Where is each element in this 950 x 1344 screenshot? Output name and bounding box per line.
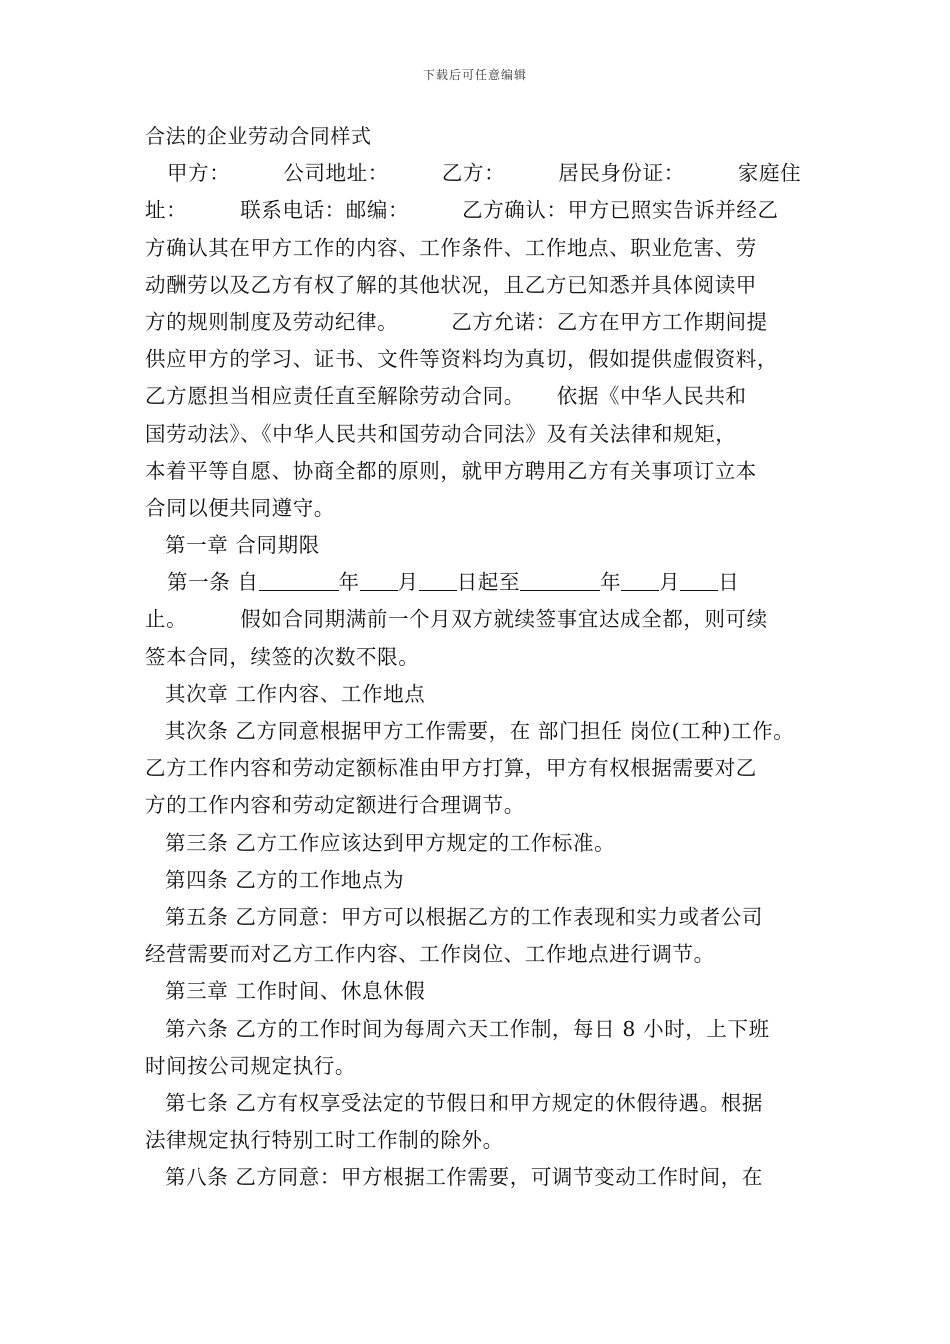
month-label: 月 [659, 570, 681, 595]
article-1-line [145, 564, 815, 601]
paragraph-line: 合同以便共同遵守。 [145, 495, 335, 520]
page-header-note: 下载后可任意编辑 [422, 68, 527, 82]
paragraph-line: 第八条 乙方同意：甲方根据工作需要，可调节变动工作时间，在 [165, 1165, 763, 1190]
paragraph-line: 方确认其在甲方工作的内容、工作条件、工作地点、职业危害、劳 [145, 235, 757, 260]
chapter-heading: 第三章 工作时间、休息休假 [165, 979, 426, 1004]
paragraph-line: 乙方工作内容和劳动定额标准由甲方打算，甲方有权根据需要对乙 [145, 756, 757, 781]
blank-underline [259, 568, 339, 591]
paragraph-line: 其次条 乙方同意根据甲方工作需要，在 部门担任 岗位(工种)工作。 [165, 719, 795, 743]
blank-underline [520, 568, 600, 591]
paragraph-line: 第三条 乙方工作应该达到甲方规定的工作标准。 [165, 830, 616, 855]
document-title: 合法的企业劳动合同样式 [145, 124, 372, 148]
paragraph-line: 动酬劳以及乙方有权了解的其他状况，且乙方已知悉并具体阅读甲 [145, 272, 757, 297]
paragraph-line: 第五条 乙方同意：甲方可以根据乙方的工作表现和实力或者公司 [165, 904, 763, 929]
paragraph-line: 经营需要而对乙方工作内容、工作岗位、工作地点进行调节。 [145, 942, 715, 967]
document-body [145, 118, 815, 1196]
paragraph-line: 第七条 乙方有权享受法定的节假日和甲方规定的休假待遇。根据 [165, 1090, 763, 1115]
paragraph-line: 址： 联系电话：邮编： 乙方确认：甲方已照实告诉并经乙 [145, 198, 779, 223]
paragraph-line: 国劳动法》、《中华人民共和国劳动合同法》及有关法律和规矩， [145, 421, 737, 446]
paragraph-line: 本着平等自愿、协商全都的原则，就甲方聘用乙方有关事项订立本 [145, 458, 757, 483]
blank-underline [419, 568, 457, 591]
paragraph-line: 乙方愿担当相应责任直至解除劳动合同。 依据《中华人民共和 [145, 384, 747, 409]
paragraph-line: 时间按公司规定执行。 [145, 1053, 356, 1078]
day-label: 日 [718, 570, 740, 595]
paragraph-line: 甲方： 公司地址： 乙方： 居民身份证： 家庭住 [167, 161, 802, 186]
day-to-label: 日起至 [456, 570, 521, 595]
paragraph-line: 第四条 乙方的工作地点为 [165, 867, 405, 892]
month-label: 月 [397, 570, 419, 595]
blank-underline [360, 568, 398, 591]
year-label: 年 [600, 570, 622, 595]
blank-underline [621, 568, 659, 591]
blank-underline [680, 568, 718, 591]
paragraph-line: 签本合同，续签的次数不限。 [145, 644, 420, 669]
chapter-heading: 第一章 合同期限 [165, 533, 320, 558]
article-1-prefix: 第一条 自 [167, 570, 259, 595]
year-label: 年 [338, 570, 360, 595]
paragraph-line: 法律规定执行特别工时工作制的除外。 [145, 1128, 504, 1153]
paragraph-line: 方的工作内容和劳动定额进行合理调节。 [145, 793, 525, 818]
chapter-heading: 其次章 工作内容、工作地点 [165, 681, 426, 706]
paragraph-line: 方的规则制度及劳动纪律。 乙方允诺：乙方在甲方工作期间提 [145, 309, 768, 334]
paragraph-line: 供应甲方的学习、证书、文件等资料均为真切，假如提供虚假资料， [145, 347, 778, 372]
paragraph-line: 第六条 乙方的工作时间为每周六天工作制，每日 8 小时，上下班 [165, 1016, 770, 1041]
paragraph-line: 止。 假如合同期满前一个月双方就续签事宜达成全都，则可续 [145, 607, 768, 632]
